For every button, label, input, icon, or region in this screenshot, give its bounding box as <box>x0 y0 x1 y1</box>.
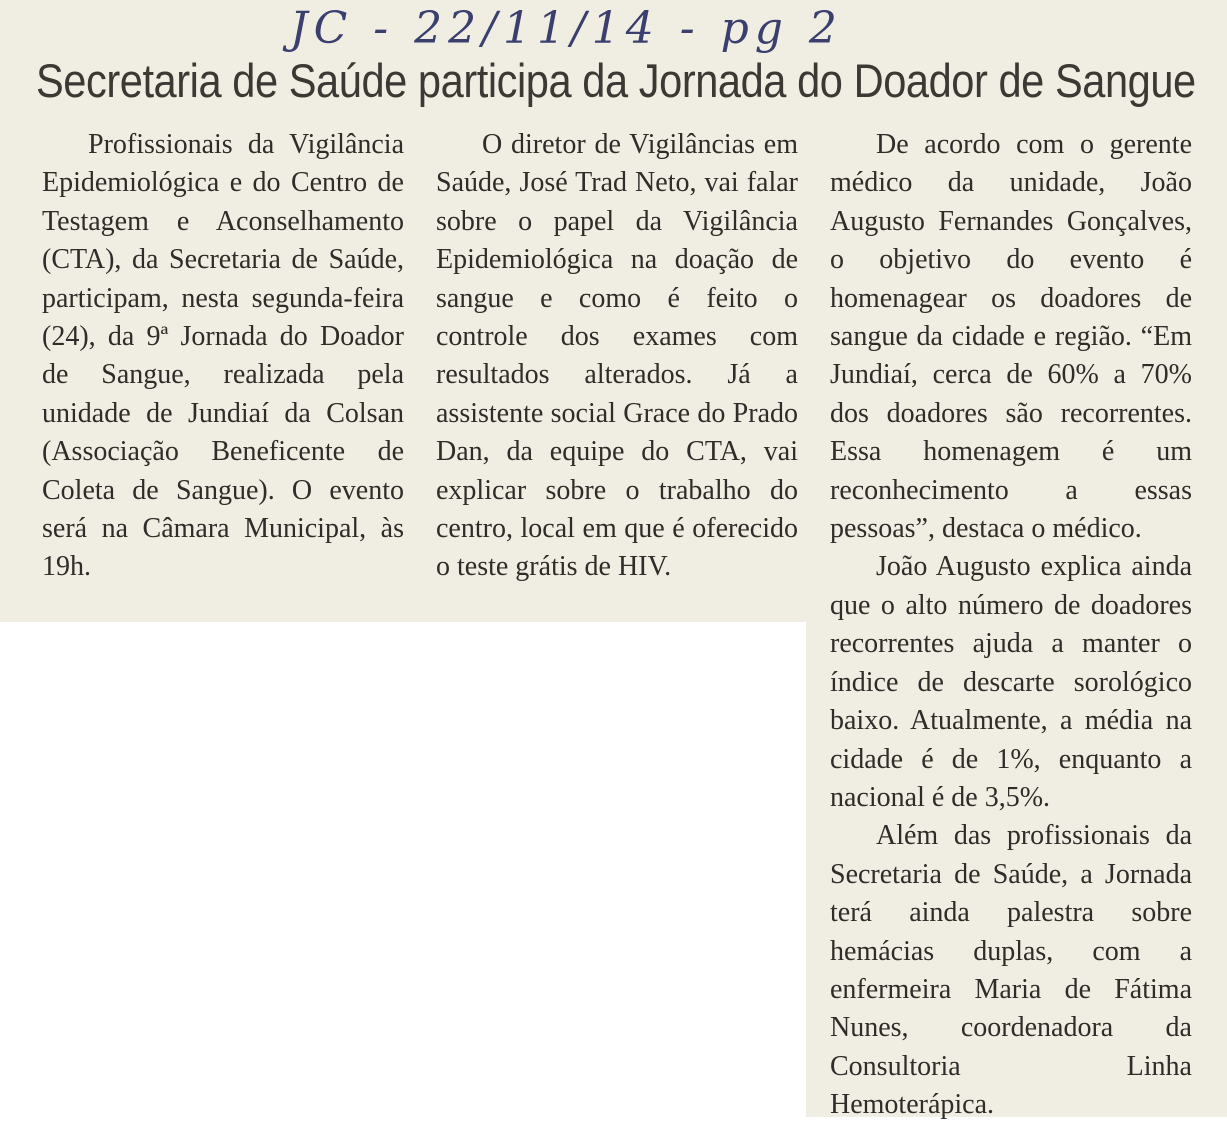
article-headline: Secretaria de Saúde participa da Jornada do Doador de Sangue <box>36 54 1196 107</box>
article-paragraph: Além das profissionais da Secretaria de Saúde, a Jornada terá ainda palestra sobre hemácias duplas, com a enfermeira Maria de Fátima Nunes, coordenadora da Consultoria Linha Hemoterápica. <box>830 820 1192 1121</box>
article-paragraph: João Augusto explica ainda que o alto número de doadores recorrentes ajuda a manter o índice de descarte sorológico baixo. Atualmente, a média na cidade é de 1%, enquanto a nacional é de 3,5%. <box>830 551 1192 813</box>
article-paragraph: O diretor de Vigilâncias em Saúde, José Trad Neto, vai falar sobre o papel da Vigilância Epidemiológica na doação de sangue e como é feito o controle dos exames com resultados alterados. Já a assistente social Grace do Prado Dan, da equipe do CTA, vai explicar sobre o trabalho do centro, local em que é oferecido o teste grátis de HIV. <box>436 129 798 583</box>
article-paragraph: Profissionais da Vigilância Epidemiológica e do Centro de Testagem e Aconselhamento (CTA), da Secretaria de Saúde, participam, nesta segunda-feira (24), da 9ª Jornada do Doador de Sangue, realizada pela unidade de Jundiaí da Colsan (Associação Beneficente de Coleta de Sangue). O evento será na Câmara Municipal, às 19h. <box>42 129 404 583</box>
article-column-3 <box>830 126 1192 1125</box>
article-paragraph: De acordo com o gerente médico da unidade, João Augusto Fernandes Gonçalves, o objetivo do evento é homenagear os doadores de sangue da cidade e região. “Em Jundiaí, cerca de 60% a 70% dos doadores são recorrentes. Essa homenagem é um reconhecimento a essas pessoas”, destaca o médico. <box>830 129 1192 545</box>
article-column-2 <box>436 126 798 587</box>
handwritten-date-note: JC - 22/11/14 - pg 2 <box>290 3 843 54</box>
article-column-1 <box>42 126 404 587</box>
